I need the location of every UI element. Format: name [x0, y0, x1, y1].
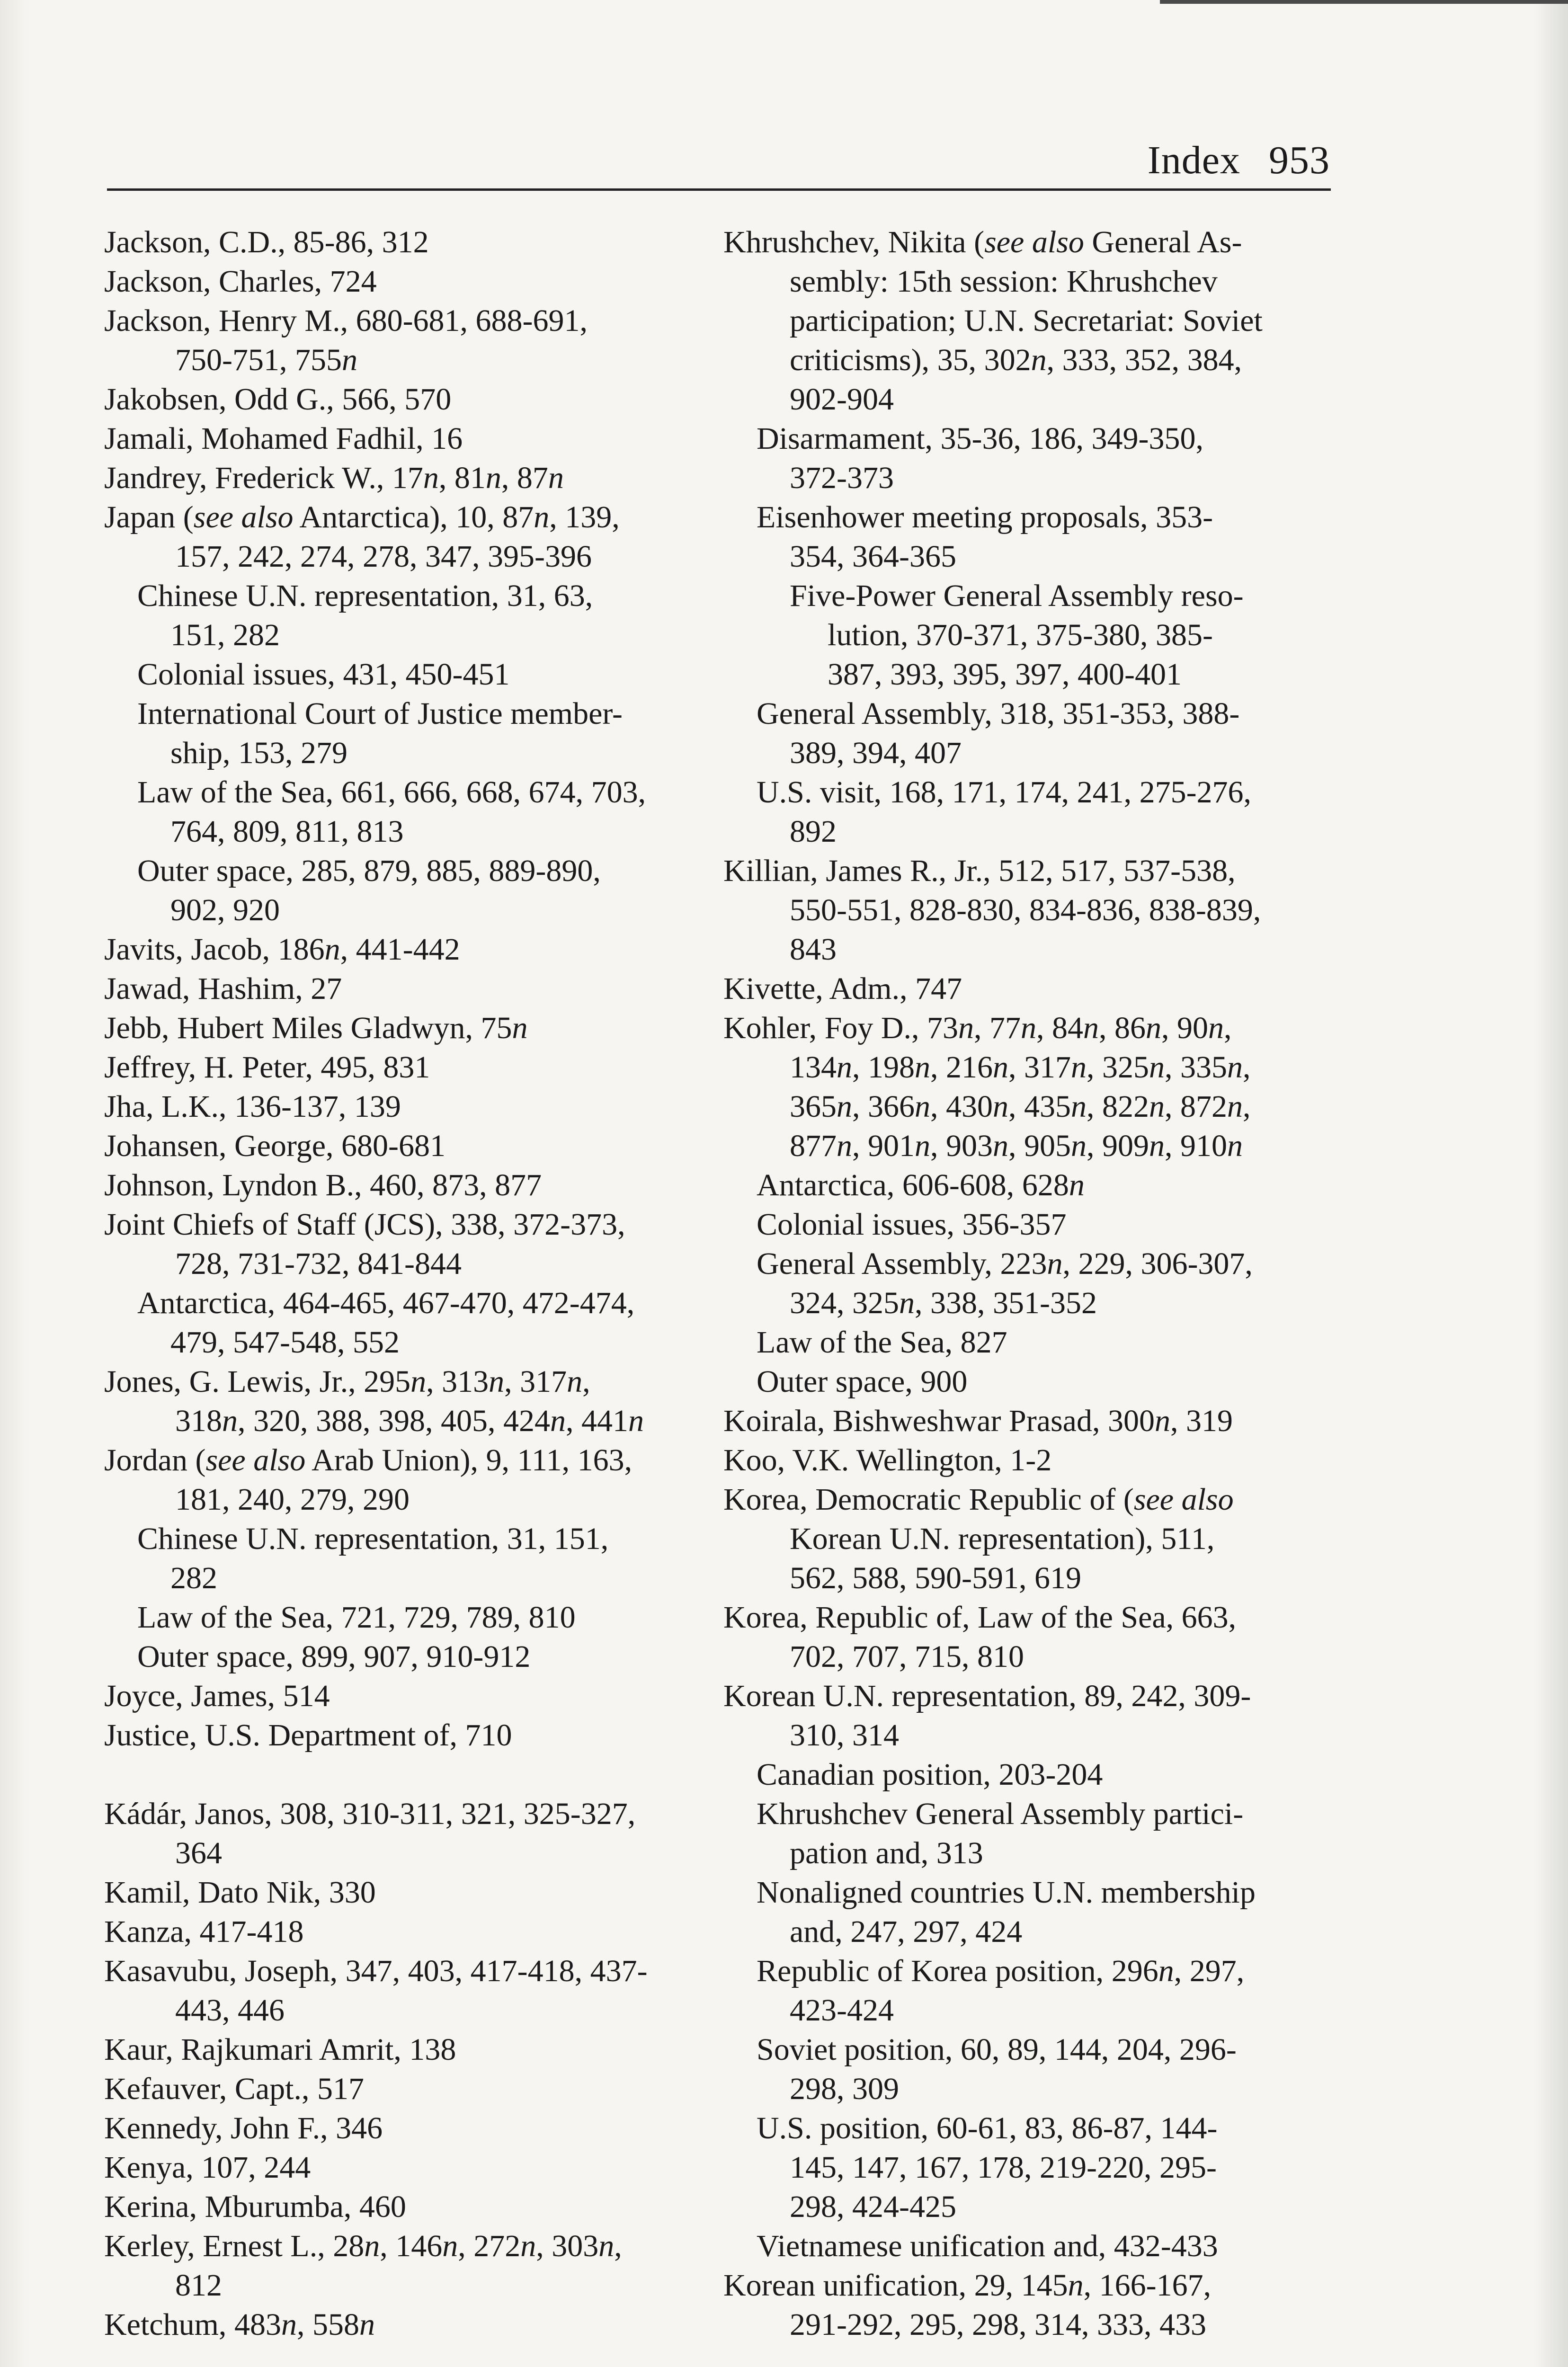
index-line: Republic of Korea position, 296n, 297,	[757, 1954, 1245, 1988]
index-subentry	[723, 1755, 1339, 1794]
index-line: 843	[790, 932, 837, 967]
index-entry	[723, 1598, 1339, 1676]
index-entry	[104, 2069, 720, 2109]
index-subentry	[104, 1283, 720, 1362]
index-subentry	[104, 851, 720, 930]
index-subentry	[723, 1323, 1339, 1362]
index-line: 157, 242, 274, 278, 347, 395-396	[175, 539, 592, 574]
index-line: 728, 731-732, 841-844	[175, 1246, 462, 1281]
index-line: 324, 325n, 338, 351-352	[790, 1286, 1097, 1320]
index-line: 298, 424-425	[790, 2189, 956, 2224]
index-entry	[104, 1087, 720, 1126]
index-line: Korea, Republic of, Law of the Sea, 663,	[723, 1600, 1237, 1635]
index-line: 291-292, 295, 298, 314, 333, 433	[790, 2307, 1206, 2342]
index-line: 750-751, 755n	[175, 343, 357, 377]
index-subentry	[723, 2109, 1339, 2226]
index-line: Jackson, Charles, 724	[104, 264, 377, 299]
index-line: Colonial issues, 356-357	[757, 1207, 1067, 1242]
index-entry	[104, 2030, 720, 2069]
index-line: Jebb, Hubert Miles Gladwyn, 75n	[104, 1011, 528, 1045]
index-subentry	[723, 773, 1339, 851]
index-line: U.S. position, 60-61, 83, 86-87, 144-	[757, 2111, 1218, 2145]
index-line: Jakobsen, Odd G., 566, 570	[104, 382, 452, 417]
index-line: General Assembly, 318, 351-353, 388-	[757, 696, 1240, 731]
index-line: Joyce, James, 514	[104, 1679, 330, 1713]
index-line: International Court of Justice member-	[137, 696, 623, 731]
index-entry	[104, 969, 720, 1008]
index-entry	[104, 1716, 720, 1755]
index-subentry	[104, 655, 720, 694]
index-line: Canadian position, 203-204	[757, 1757, 1103, 1792]
index-line: Outer space, 899, 907, 910-912	[137, 1639, 531, 1674]
index-line: Disarmament, 35-36, 186, 349-350,	[757, 421, 1204, 456]
header-rule	[107, 188, 1331, 191]
index-line: 892	[790, 814, 837, 849]
index-line: 318n, 320, 388, 398, 405, 424n, 441n	[175, 1404, 644, 1438]
index-line: 902-904	[790, 382, 894, 417]
index-line: Korean unification, 29, 145n, 166-167,	[723, 2268, 1212, 2303]
index-subentry	[723, 1873, 1339, 1951]
index-line: 387, 393, 395, 397, 400-401	[828, 657, 1182, 692]
index-subentry	[723, 694, 1339, 773]
index-entry	[723, 1441, 1339, 1480]
index-line: Korean U.N. representation), 511,	[790, 1522, 1215, 1556]
index-line: Kefauver, Capt., 517	[104, 2072, 365, 2106]
index-line: Kennedy, John F., 346	[104, 2111, 383, 2145]
index-line: 479, 547-548, 552	[170, 1325, 400, 1360]
index-line: Jandrey, Frederick W., 17n, 81n, 87n	[104, 461, 564, 495]
index-line: 134n, 198n, 216n, 317n, 325n, 335n,	[790, 1050, 1251, 1085]
index-line: Ketchum, 483n, 558n	[104, 2307, 375, 2342]
index-line: Koirala, Bishweshwar Prasad, 300n, 319	[723, 1404, 1233, 1438]
index-entry	[104, 1912, 720, 1951]
index-entry	[104, 2109, 720, 2148]
index-line: Law of the Sea, 721, 729, 789, 810	[137, 1600, 576, 1635]
index-line: 423-424	[790, 1993, 894, 2028]
index-entry	[104, 262, 720, 301]
index-line: Korea, Democratic Republic of (see also	[723, 1482, 1234, 1517]
index-line: Japan (see also Antarctica), 10, 87n, 139,	[104, 500, 620, 534]
index-subentry	[723, 1794, 1339, 1873]
running-header	[1148, 137, 1330, 183]
index-line: Khrushchev General Assembly partici-	[757, 1797, 1244, 1831]
index-line: Johansen, George, 680-681	[104, 1129, 445, 1163]
index-line: Jawad, Hashim, 27	[104, 971, 342, 1006]
index-line: ship, 153, 279	[170, 736, 348, 770]
index-line: Killian, James R., Jr., 512, 517, 537-538,	[723, 854, 1236, 888]
index-subentry	[723, 419, 1339, 498]
index-line: Kaur, Rajkumari Amrit, 138	[104, 2032, 456, 2067]
index-subentry	[723, 576, 1339, 694]
index-line: Law of the Sea, 827	[757, 1325, 1007, 1360]
index-line: Antarctica, 464-465, 467-470, 472-474,	[137, 1286, 635, 1320]
index-subentry	[104, 576, 720, 655]
index-entry	[104, 1008, 720, 1048]
index-subentry	[104, 773, 720, 851]
index-entry	[104, 301, 720, 380]
index-line: Soviet position, 60, 89, 144, 204, 296-	[757, 2032, 1237, 2067]
index-line: Khrushchev, Nikita (see also General As-	[723, 225, 1242, 259]
index-line: Jeffrey, H. Peter, 495, 831	[104, 1050, 430, 1085]
index-subentry	[723, 1166, 1339, 1205]
index-entry	[104, 498, 720, 576]
index-entry	[723, 2266, 1339, 2344]
index-entry	[104, 1048, 720, 1087]
index-line: 298, 309	[790, 2072, 899, 2106]
index-line: Joint Chiefs of Staff (JCS), 338, 372-373,	[104, 1207, 625, 1242]
index-line: 354, 364-365	[790, 539, 956, 574]
index-line: 443, 446	[175, 1993, 285, 2028]
index-line: Korean U.N. representation, 89, 242, 309-	[723, 1679, 1251, 1713]
index-subentry	[104, 1519, 720, 1598]
index-line: General Assembly, 223n, 229, 306-307,	[757, 1246, 1253, 1281]
index-line: Nonaligned countries U.N. membership	[757, 1875, 1256, 1910]
index-line: Outer space, 900	[757, 1364, 968, 1399]
index-line: 902, 920	[170, 893, 280, 927]
index-entry	[723, 1676, 1339, 1755]
index-line: Colonial issues, 431, 450-451	[137, 657, 510, 692]
index-line: pation and, 313	[790, 1836, 983, 1870]
index-subentry	[723, 498, 1339, 576]
index-line: and, 247, 297, 424	[790, 1914, 1023, 1949]
index-line: U.S. visit, 168, 171, 174, 241, 275-276,	[757, 775, 1252, 810]
index-entry	[104, 1362, 720, 1441]
index-entry	[104, 222, 720, 262]
index-line: Vietnamese unification and, 432-433	[757, 2229, 1218, 2263]
index-line: Kivette, Adm., 747	[723, 971, 962, 1006]
index-line: 145, 147, 167, 178, 219-220, 295-	[790, 2150, 1217, 2185]
index-entry	[723, 1480, 1339, 1598]
index-line: 562, 588, 590-591, 619	[790, 1561, 1081, 1595]
index-line: Chinese U.N. representation, 31, 63,	[137, 578, 593, 613]
index-column-right	[723, 222, 1339, 2344]
index-line: 877n, 901n, 903n, 905n, 909n, 910n	[790, 1129, 1243, 1163]
index-line: Johnson, Lyndon B., 460, 873, 877	[104, 1168, 542, 1202]
index-line: Kádár, Janos, 308, 310-311, 321, 325-327,	[104, 1797, 636, 1831]
scan-edge-mark	[1160, 0, 1568, 4]
index-entry	[104, 1441, 720, 1519]
index-line: lution, 370-371, 375-380, 385-	[828, 618, 1213, 652]
index-line: 702, 707, 715, 810	[790, 1639, 1024, 1674]
index-line: sembly: 15th session: Khrushchev	[790, 264, 1218, 299]
index-line: Eisenhower meeting proposals, 353-	[757, 500, 1213, 534]
index-line: Kasavubu, Joseph, 347, 403, 417-418, 437-	[104, 1954, 648, 1988]
index-subentry	[723, 2226, 1339, 2266]
index-entry	[104, 380, 720, 419]
index-entry	[723, 969, 1339, 1008]
index-line: Kohler, Foy D., 73n, 77n, 84n, 86n, 90n,	[723, 1011, 1232, 1045]
index-line: Javits, Jacob, 186n, 441-442	[104, 932, 460, 967]
index-line: 372-373	[790, 461, 894, 495]
index-line: Kanza, 417-418	[104, 1914, 304, 1949]
index-line: 389, 394, 407	[790, 736, 962, 770]
index-line: 310, 314	[790, 1718, 899, 1753]
index-line: Law of the Sea, 661, 666, 668, 674, 703,	[137, 775, 646, 810]
index-line: Chinese U.N. representation, 31, 151,	[137, 1522, 609, 1556]
index-line: Kamil, Dato Nik, 330	[104, 1875, 376, 1910]
section-gap	[104, 1755, 720, 1794]
index-line: Kerley, Ernest L., 28n, 146n, 272n, 303n,	[104, 2229, 622, 2263]
index-subentry	[723, 1951, 1339, 2030]
index-subentry	[723, 1362, 1339, 1401]
index-entry	[723, 1401, 1339, 1441]
index-line: Jackson, Henry M., 680-681, 688-691,	[104, 303, 588, 338]
index-entry	[104, 1166, 720, 1205]
index-line: Justice, U.S. Department of, 710	[104, 1718, 512, 1753]
index-line: participation; U.N. Secretariat: Soviet	[790, 303, 1263, 338]
index-line: 282	[170, 1561, 217, 1595]
index-line: 812	[175, 2268, 222, 2303]
index-subentry	[723, 1205, 1339, 1244]
index-entry	[723, 1008, 1339, 1166]
index-line: Antarctica, 606-608, 628n	[757, 1168, 1085, 1202]
index-line: criticisms), 35, 302n, 333, 352, 384,	[790, 343, 1242, 377]
index-line: Five-Power General Assembly reso-	[790, 578, 1244, 613]
page-number: 953	[1269, 138, 1330, 182]
index-line: Jamali, Mohamed Fadhil, 16	[104, 421, 463, 456]
index-line: 365n, 366n, 430n, 435n, 822n, 872n,	[790, 1089, 1251, 1124]
index-line: Koo, V.K. Wellington, 1-2	[723, 1443, 1052, 1477]
index-line: Jackson, C.D., 85-86, 312	[104, 225, 429, 259]
index-line: 151, 282	[170, 618, 280, 652]
index-line: 181, 240, 279, 290	[175, 1482, 410, 1517]
index-subentry	[104, 1598, 720, 1637]
index-subentry	[723, 2030, 1339, 2109]
index-entry	[104, 1205, 720, 1283]
index-entry	[104, 1126, 720, 1166]
index-line: Kenya, 107, 244	[104, 2150, 311, 2185]
index-entry	[723, 851, 1339, 969]
index-line: Jones, G. Lewis, Jr., 295n, 313n, 317n,	[104, 1364, 590, 1399]
index-line: 364	[175, 1836, 222, 1870]
index-line: Kerina, Mburumba, 460	[104, 2189, 406, 2224]
index-entry	[104, 2187, 720, 2226]
index-column-left	[104, 222, 720, 2344]
index-entry	[104, 1951, 720, 2030]
index-subentry	[104, 1637, 720, 1676]
index-entry	[723, 222, 1339, 419]
index-entry	[104, 419, 720, 458]
index-entry	[104, 930, 720, 969]
index-subentry	[723, 1244, 1339, 1323]
index-line: 764, 809, 811, 813	[170, 814, 404, 849]
index-line: Jordan (see also Arab Union), 9, 111, 163,	[104, 1443, 633, 1477]
index-entry	[104, 1676, 720, 1716]
index-line: 550-551, 828-830, 834-836, 838-839,	[790, 893, 1261, 927]
index-entry	[104, 458, 720, 498]
index-line: Outer space, 285, 879, 885, 889-890,	[137, 854, 601, 888]
index-entry	[104, 2305, 720, 2344]
header-section: Index	[1147, 138, 1240, 182]
index-entry	[104, 2226, 720, 2305]
index-subentry	[104, 694, 720, 773]
index-line: Jha, L.K., 136-137, 139	[104, 1089, 401, 1124]
index-entry	[104, 1794, 720, 1873]
index-entry	[104, 1873, 720, 1912]
index-entry	[104, 2148, 720, 2187]
